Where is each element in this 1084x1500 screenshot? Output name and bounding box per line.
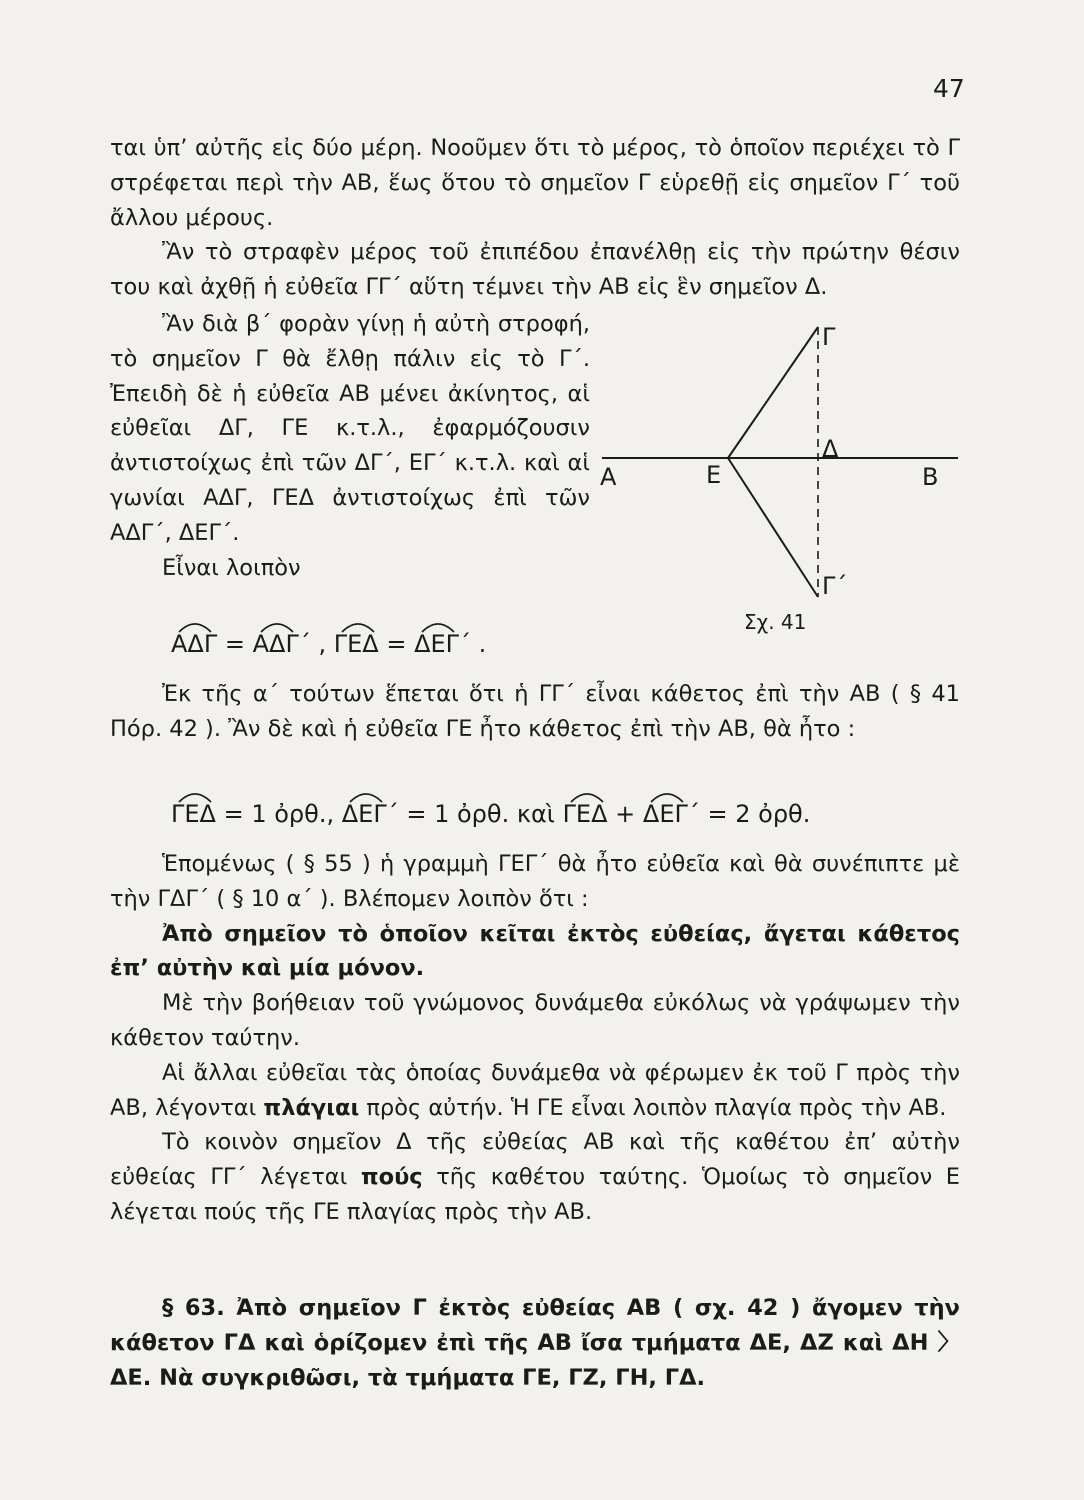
angle-GED-2: ΓΕΔ <box>171 800 224 828</box>
paragraph-2: Ἂν τὸ στραφὲν μέρος τοῦ ἐπιπέδου ἐπανέλθῃ εἰς τὴν πρώτην θέσιν του καὶ ἀχθῇ ἡ εὐθεῖα ΓΓ΄ αὕτη τέμνει τὴν ΑΒ εἰς ἓν σημεῖον Δ. <box>110 239 960 301</box>
text-block-top <box>110 131 960 305</box>
paragraph-1: ται ὑπ’ αὐτῆς εἰς δύο μέρη. Νοοῦμεν ὅτι τὸ μέρος, τὸ ὁποῖον περιέχει τὸ Γ στρέφεται περὶ τὴν ΑΒ, ἕως ὅτου τὸ σημεῖον Γ εὑρεθῇ εἰς σημεῖον Γ΄ τοῦ ἄλλου μέρους. <box>110 135 960 231</box>
page-number: 47 <box>933 74 965 103</box>
label-G-prime: Γ΄ <box>822 572 848 600</box>
label-G: Γ <box>822 323 836 351</box>
paragraph-9: Τὸ κοινὸν σημεῖον Δ τῆς εὐθείας ΑΒ καὶ τῆς καθέτου ἐπ’ αὐτὴν εὐθείας ΓΓ΄ λέγεται πούς τῆς καθέτου ταύτης. Ὁμοίως τὸ σημεῖον Ε λέγεται πούς τῆς ΓΕ πλαγίας πρὸς τὴν ΑΒ. <box>110 1129 960 1225</box>
paragraph-5: Ἐκ τῆς α΄ τούτων ἕπεται ὅτι ἡ ΓΓ΄ εἶναι κάθετος ἐπὶ τὴν ΑΒ ( § 41 Πόρ. 42 ). Ἂν δὲ καὶ ἡ εὐθεῖα ΓΕ ἦτο κάθετος ἐπὶ τὴν ΑΒ, θὰ ἦτο : <box>110 681 960 742</box>
angle-DEG-prime: ΔΕΓ΄ <box>414 630 479 658</box>
line-EG-prime <box>728 458 818 597</box>
angle-DEG-prime-2: ΔΕΓ΄ <box>342 800 407 828</box>
angle-ADG: ΑΔΓ <box>171 630 225 658</box>
equation-1: ΑΔΓ = ΑΔΓ΄ , ΓΕΔ = ΔΕΓ΄ . <box>171 630 486 658</box>
label-D: Δ <box>822 435 839 463</box>
figure-caption: Σχ. 41 <box>744 610 807 634</box>
paragraph-4: Εἶναι λοιπὸν <box>162 554 301 581</box>
text-block-middle <box>110 677 960 747</box>
line-EG <box>728 327 818 458</box>
label-A: Α <box>600 463 617 491</box>
term-pous: πούς <box>360 1164 423 1191</box>
label-E: Ε <box>706 461 722 489</box>
paragraph-7: Μὲ τὴν βοήθειαν τοῦ γνώμονος δυνάμεθα εὐκόλως νὰ γράψωμεν τὴν κάθετον ταύτην. <box>110 990 960 1051</box>
angle-ADG-prime: ΑΔΓ΄ <box>253 630 319 658</box>
figure-41 <box>590 315 970 645</box>
angle-GED-3: ΓΕΔ <box>563 800 616 828</box>
paragraph-3: Ἂν διὰ β΄ φορὰν γίνῃ ἡ αὐτὴ στροφή, τὸ σημεῖον Γ θὰ ἔλθῃ πάλιν εἰς τὸ Γ΄. Ἐπειδὴ δὲ ἡ εὐθεῖα ΑΒ μένει ἀκίνητος, αἱ εὐθεῖαι ΔΓ, ΓΕ κ.τ.λ., ἐφαρμόζουσιν ἀντιστοίχως ἐπὶ τῶν ΔΓ΄, ΕΓ΄ κ.τ.λ. καὶ αἱ γωνίαι ΑΔΓ, ΓΕΔ ἀντιστοίχως ἐπὶ τῶν ΑΔΓ΄, ΔΕΓ΄. <box>110 311 590 546</box>
section-63-text: § 63. Ἀπὸ σημεῖον Γ ἐκτὸς εὐθείας ΑΒ ( σχ. 42 ) ἄγομεν τὴν κάθετον ΓΔ καὶ ὁρίζομεν ἐπὶ τῆς ΑΒ ἴσα τμήματα ΔΕ, ΔΖ καὶ ΔΗ 〉 ΔΕ. Νὰ συγκριθῶσι, τὰ τμήματα ΓΕ, ΓΖ, ΓΗ, ΓΔ. <box>110 1295 960 1391</box>
angle-GED: ΓΕΔ <box>334 630 387 658</box>
equation-2: ΓΕΔ = 1 ὀρθ., ΔΕΓ΄ = 1 ὀρθ. καὶ ΓΕΔ + ΔΕΓ΄ = 2 ὀρθ. <box>171 800 810 828</box>
angle-DEG-prime-3: ΔΕΓ΄ <box>643 800 708 828</box>
text-block-figure-side <box>110 307 590 585</box>
text-block-lower <box>110 847 960 1230</box>
term-plagiai: πλάγιαι <box>263 1094 360 1121</box>
theorem-statement: Ἀπὸ σημεῖον τὸ ὁποῖον κεῖται ἐκτὸς εὐθείας, ἄγεται κάθετος ἐπ’ αὐτὴν καὶ μία μόνον. <box>110 920 960 982</box>
paragraph-8: Αἱ ἄλλαι εὐθεῖαι τὰς ὁποίας δυνάμεθα νὰ φέρωμεν ἐκ τοῦ Γ πρὸς τὴν ΑΒ, λέγονται πλάγιαι πρὸς αὐτήν. Ἡ ΓΕ εἶναι λοιπὸν πλαγία πρὸς τὴν ΑΒ. <box>110 1059 960 1121</box>
section-63 <box>110 1291 960 1395</box>
label-B: Β <box>922 463 939 491</box>
paragraph-6: Ἑπομένως ( § 55 ) ἡ γραμμὴ ΓΕΓ΄ θὰ ἦτο εὐθεῖα καὶ θὰ συνέπιπτε μὲ τὴν ΓΔΓ΄ ( § 10 α΄ ). Βλέπομεν λοιπὸν ὅτι : <box>110 851 960 912</box>
